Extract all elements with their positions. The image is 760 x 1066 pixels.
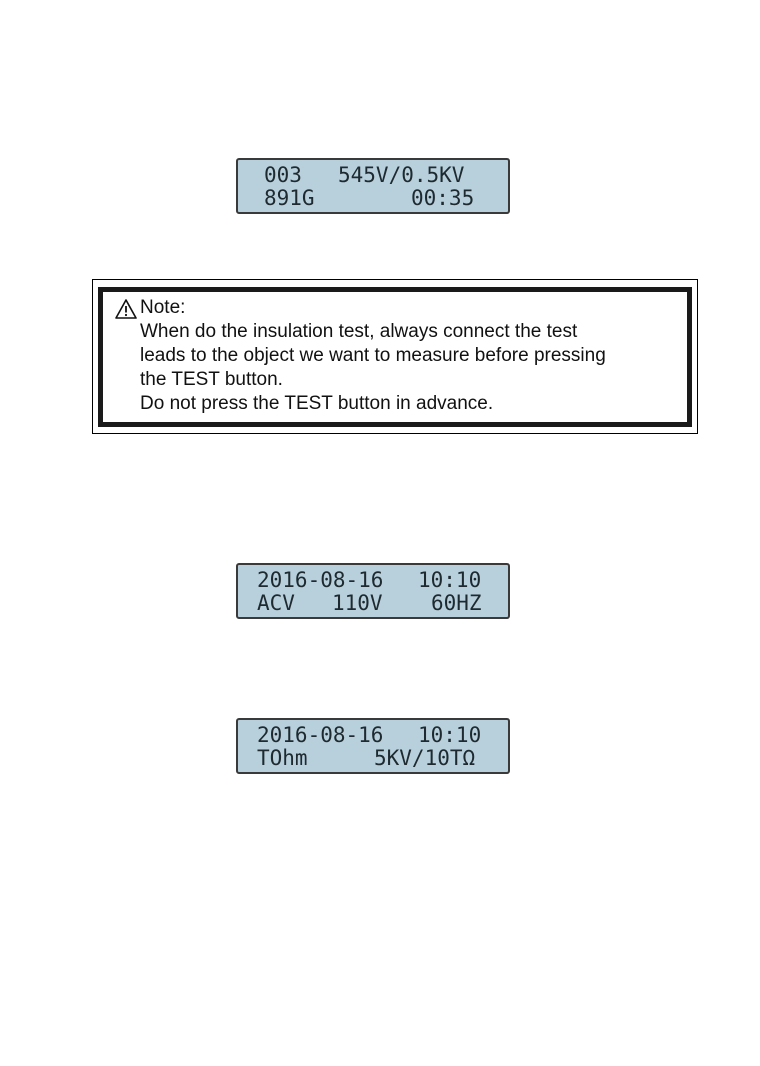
lcd-time: 10:10	[418, 723, 482, 747]
lcd-voltage: 110V	[332, 591, 383, 615]
note-title: Note:	[140, 297, 186, 318]
lcd-range: 5KV/10TΩ	[374, 746, 476, 770]
warning-triangle-icon	[114, 298, 138, 320]
lcd-date: 2016-08-16	[257, 723, 384, 747]
lcd-display-acv	[236, 563, 510, 619]
lcd-elapsed-time: 00:35	[411, 186, 475, 210]
lcd-row-2	[238, 747, 508, 770]
note-line-2: leads to the object we want to measure before pressing	[140, 345, 606, 366]
note-line-1: When do the insulation test, always connect the test	[140, 321, 578, 342]
lcd-display-insulation-test	[236, 158, 510, 214]
lcd-test-number: 003	[264, 163, 302, 187]
lcd-row-1	[238, 569, 508, 592]
note-line-4: Do not press the TEST button in advance.	[140, 393, 494, 414]
lcd-test-voltage: 545V/0.5KV	[338, 163, 465, 187]
lcd-row-1	[238, 724, 508, 747]
lcd-display-tohm	[236, 718, 510, 774]
lcd-mode: TOhm	[257, 746, 308, 770]
note-content	[140, 296, 606, 416]
note-line-3: the TEST button.	[140, 369, 283, 390]
lcd-row-2	[238, 187, 508, 210]
lcd-date: 2016-08-16	[257, 568, 384, 592]
lcd-row-2	[238, 592, 508, 615]
lcd-row-1	[238, 164, 508, 187]
lcd-mode: ACV	[257, 591, 295, 615]
lcd-time: 10:10	[418, 568, 482, 592]
lcd-frequency: 60HZ	[431, 591, 482, 615]
lcd-resistance-value: 891G	[264, 186, 315, 210]
